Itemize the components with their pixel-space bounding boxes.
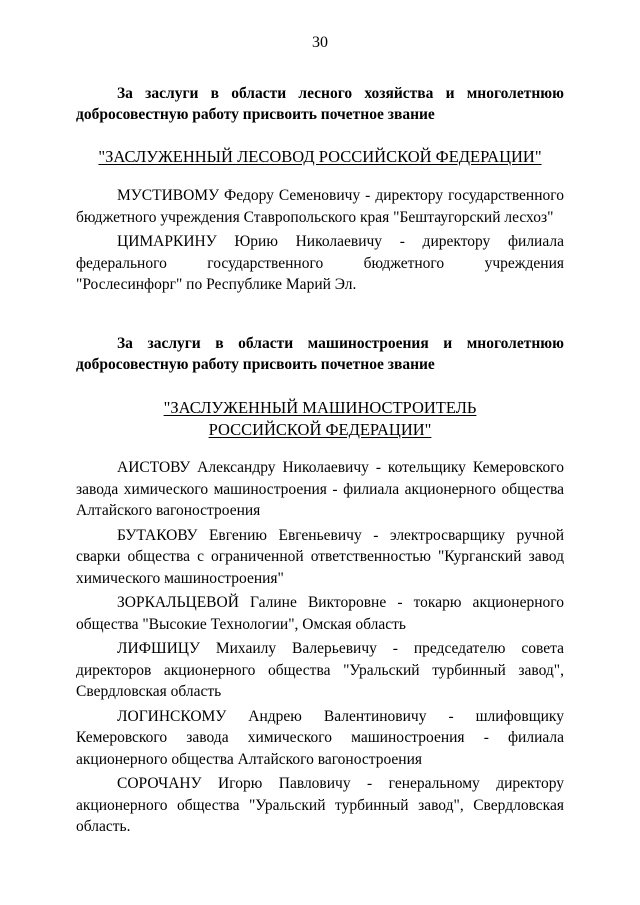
awardee-item: ЛОГИНСКОМУ Андрею Валентиновичу - шлифовщику Кемеровского завода химического машиностроения - филиала акционерного общества Алтайского вагоностроения (76, 707, 564, 768)
page-number: 30 (312, 34, 328, 51)
awardee-list-engineering (76, 457, 564, 841)
section-intro-forestry: За заслуги в области лесного хозяйства и многолетнюю добросовестную работу присвоить почетное звание (76, 85, 564, 123)
awardee-item: ЦИМАРКИНУ Юрию Николаевичу - директору филиала федерального государственного бюджетного учреждения "Рослесинфорг" по Республике Марий Эл. (76, 233, 564, 293)
section-title-line: "ЗАСЛУЖЕННЫЙ МАШИНОСТРОИТЕЛЬ (163, 398, 477, 417)
section-title-line: "ЗАСЛУЖЕННЫЙ ЛЕСОВОД РОССИЙСКОЙ ФЕДЕРАЦИИ" (98, 147, 542, 166)
awardee-item: ЛИФШИЦУ Михаилу Валерьевичу - председателю совета директоров акционерного общества "Уральский турбинный завод", Свердловская область (76, 640, 564, 700)
awardee-item: СОРОЧАНУ Игорю Павловичу - генеральному директору акционерного общества "Уральский турбинный завод", Свердловская область. (76, 775, 564, 835)
awardee-item: ЗОРКАЛЬЦЕВОЙ Галине Викторовне - токарю акционерного общества "Высокие Технологии", Омская область (76, 594, 564, 633)
awardee-item: МУСТИВОМУ Федору Семеновичу - директору государственного бюджетного учреждения Ставропольского края "Бештаугорский лесхоз" (76, 187, 564, 226)
section-title-forestry (76, 146, 564, 168)
section-title-line: РОССИЙСКОЙ ФЕДЕРАЦИИ" (208, 420, 432, 439)
section-title-engineering (76, 397, 564, 441)
section-intro-engineering: За заслуги в области машиностроения и многолетнюю добросовестную работу присвоить почетное звание (76, 335, 564, 373)
awardee-item: БУТАКОВУ Евгению Евгеньевичу - электросварщику ручной сварки общества с ограниченной ответственностью "Курганский завод химического машиностроения" (76, 526, 564, 587)
awardee-list-forestry (76, 185, 564, 299)
awardee-item: АИСТОВУ Александру Николаевичу - котельщику Кемеровского завода химического машиностроения - филиала акционерного общества Алтайского вагоностроения (76, 459, 564, 519)
